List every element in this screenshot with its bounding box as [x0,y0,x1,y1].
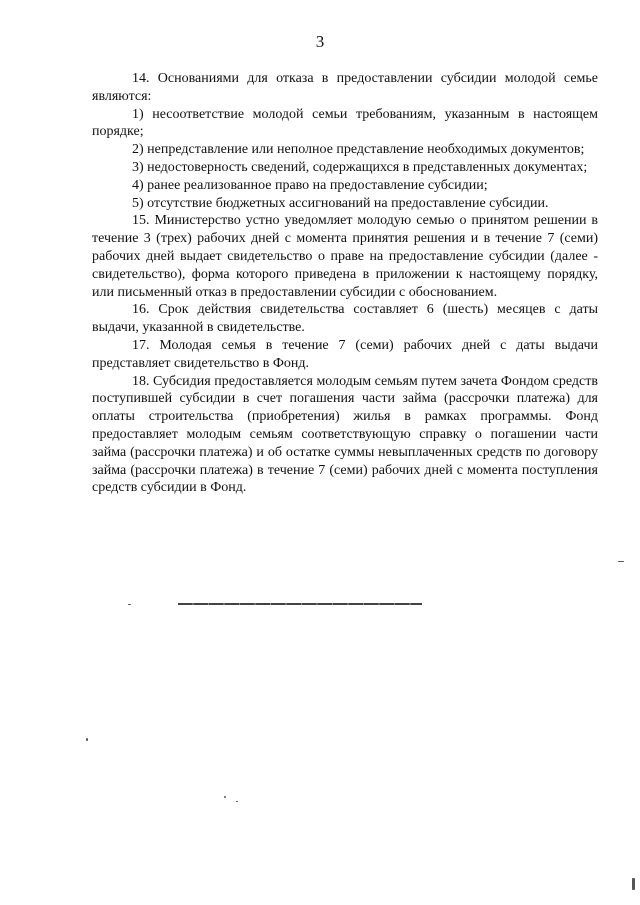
list-item-1: 1) несоответствие молодой семьи требованиям, указанным в настоящем порядке; [92,106,598,140]
list-item-3: 3) недостоверность сведений, содержащихся в представленных документах; [132,159,588,175]
page-number: 3 [315,32,325,51]
scan-speck [128,604,131,605]
document-body [92,70,598,497]
scan-speck [224,796,226,798]
scan-speck [618,561,624,562]
paragraph-14: 14. Основаниями для отказа в предоставлении субсидии молодой семье являются: [92,71,598,104]
paragraph-18: 18. Субсидия предоставляется молодым семьям путем зачета Фондом средств поступившей субсидии в счет погашения части займа (рассрочки платежа) для оплаты строительства (приобретения) жилья в рамках программы. Фонд предоставляет молодым семьям соответствующую справку о погашении части займа (рассрочки платежа) и об остатке суммы невыплаченных средств по договору займа (рассрочки платежа) в течение 7 (семи) рабочих дней с момента поступления средств субсидии в Фонд. [92,373,598,496]
separator-line [178,603,422,605]
list-item-2: 2) непредставление или неполное представление необходимых документов; [132,142,585,158]
paragraph-17: 17. Молодая семья в течение 7 (семи) рабочих дней с даты выдачи представляет свидетельство в Фонд. [92,337,598,371]
scan-speck [86,738,88,741]
list-item-4: 4) ранее реализованное право на предоставление субсидии; [132,177,488,193]
paragraph-16: 16. Срок действия свидетельства составляет 6 (шесть) месяцев с даты выдачи, указанной в свидетельстве. [92,302,598,336]
paragraph-15: 15. Министерство устно уведомляет молодую семью о принятом решении в течение 3 (трех) рабочих дней с момента принятия решения и в течение 7 (семи) рабочих дней выдает свидетельство о праве на предоставление субсидии (далее - свидетельство), форма которого приведена в приложении к настоящему порядку, или письменный отказ в предоставлении субсидии с обоснованием. [92,213,598,300]
scan-speck [632,878,635,890]
list-item-5: 5) отсутствие бюджетных ассигнований на предоставление субсидии. [132,195,549,211]
scan-speck [236,801,238,802]
